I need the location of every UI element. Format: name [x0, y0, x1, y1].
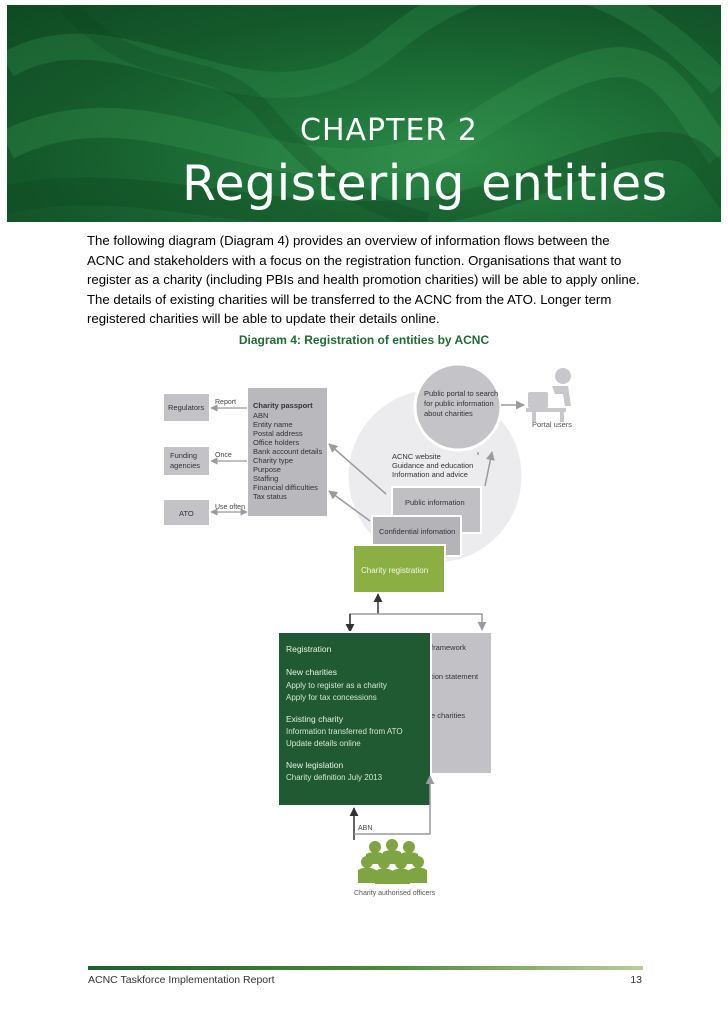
passport-item: Postal address	[253, 429, 303, 438]
chapter-label: CHAPTER 2	[300, 113, 478, 148]
registration-legislation-1: Charity definition July 2013	[286, 773, 383, 782]
passport-item: ABN	[253, 411, 269, 420]
public-portal-line-1: Public portal to search	[424, 389, 499, 398]
acnc-website-title: ACNC website	[392, 452, 441, 461]
registration-new-1: Apply to register as a charity	[286, 681, 387, 690]
funding-agencies-label	[170, 451, 200, 470]
acnc-website-line-2: Information and advice	[392, 470, 468, 479]
portal-user-icon	[526, 368, 571, 422]
officers-label: Charity authorised officers	[354, 890, 436, 897]
registration-diagram	[0, 355, 728, 905]
registration-new-charities: New charities	[286, 667, 338, 677]
use-often-label: Use often	[215, 504, 245, 511]
registration-existing-1: Information transferred from ATO	[286, 727, 403, 736]
footer-report-name: ACNC Taskforce Implementation Report	[88, 974, 275, 986]
charity-passport-title: Charity passport	[253, 401, 313, 410]
ato-label: ATO	[179, 509, 194, 518]
passport-item: Entity name	[253, 420, 293, 429]
funding-line-1: Funding	[170, 451, 198, 460]
registration-title: Registration	[286, 644, 332, 654]
public-portal-line-3: about charities	[424, 409, 473, 418]
footer-page-number: 13	[630, 974, 642, 986]
chapter-banner	[7, 5, 721, 222]
abn-label: ABN	[358, 825, 373, 832]
report-label: Report	[215, 399, 237, 406]
intro-paragraph: The following diagram (Diagram 4) provides an overview of information flows between the ACNC and stakeholders with a focus on the registration function. Organisations that want to register as a charity (including PBIs and health promotion charities) will be able to apply online. The details of existing charities will be transferred to the ACNC from the ATO. Longer term registered charities will be able to update their details online.	[87, 233, 640, 327]
footer-rule	[88, 966, 643, 970]
portal-users-label: Portal users	[532, 420, 573, 429]
authorised-officers-icon	[358, 839, 427, 884]
diagram-title: Diagram 4: Registration of entities by ACNC	[238, 333, 490, 347]
chapter-title: Registering entities	[182, 155, 668, 212]
passport-item: Financial difficulties	[253, 483, 318, 492]
public-information-label: Public information	[405, 498, 465, 507]
charity-registration-label: Charity registration	[361, 566, 429, 575]
confidential-information-label: Confidential infomation	[379, 527, 456, 536]
registration-existing-2: Update details online	[286, 739, 361, 748]
registration-existing: Existing charity	[286, 714, 344, 724]
passport-item: Staffing	[253, 474, 279, 483]
registration-new-2: Apply for tax concessions	[286, 693, 377, 702]
once-label: Once	[215, 452, 232, 459]
background-line-2: tion statement	[431, 672, 479, 681]
registration-legislation: New legislation	[286, 760, 344, 770]
funding-line-2: agencies	[170, 461, 201, 470]
background-line-1: framework	[431, 643, 467, 652]
passport-item: Bank account details	[253, 447, 323, 456]
acnc-website-line-1: Guidance and education	[392, 461, 474, 470]
passport-item: Charity type	[253, 456, 294, 465]
passport-item: Purpose	[253, 465, 281, 474]
regulators-label: Regulators	[168, 403, 205, 412]
background-line-3: e charities	[431, 711, 466, 720]
public-portal-line-2: for public information	[424, 399, 494, 408]
passport-item: Office holders	[253, 438, 300, 447]
passport-item: Tax status	[253, 492, 287, 501]
